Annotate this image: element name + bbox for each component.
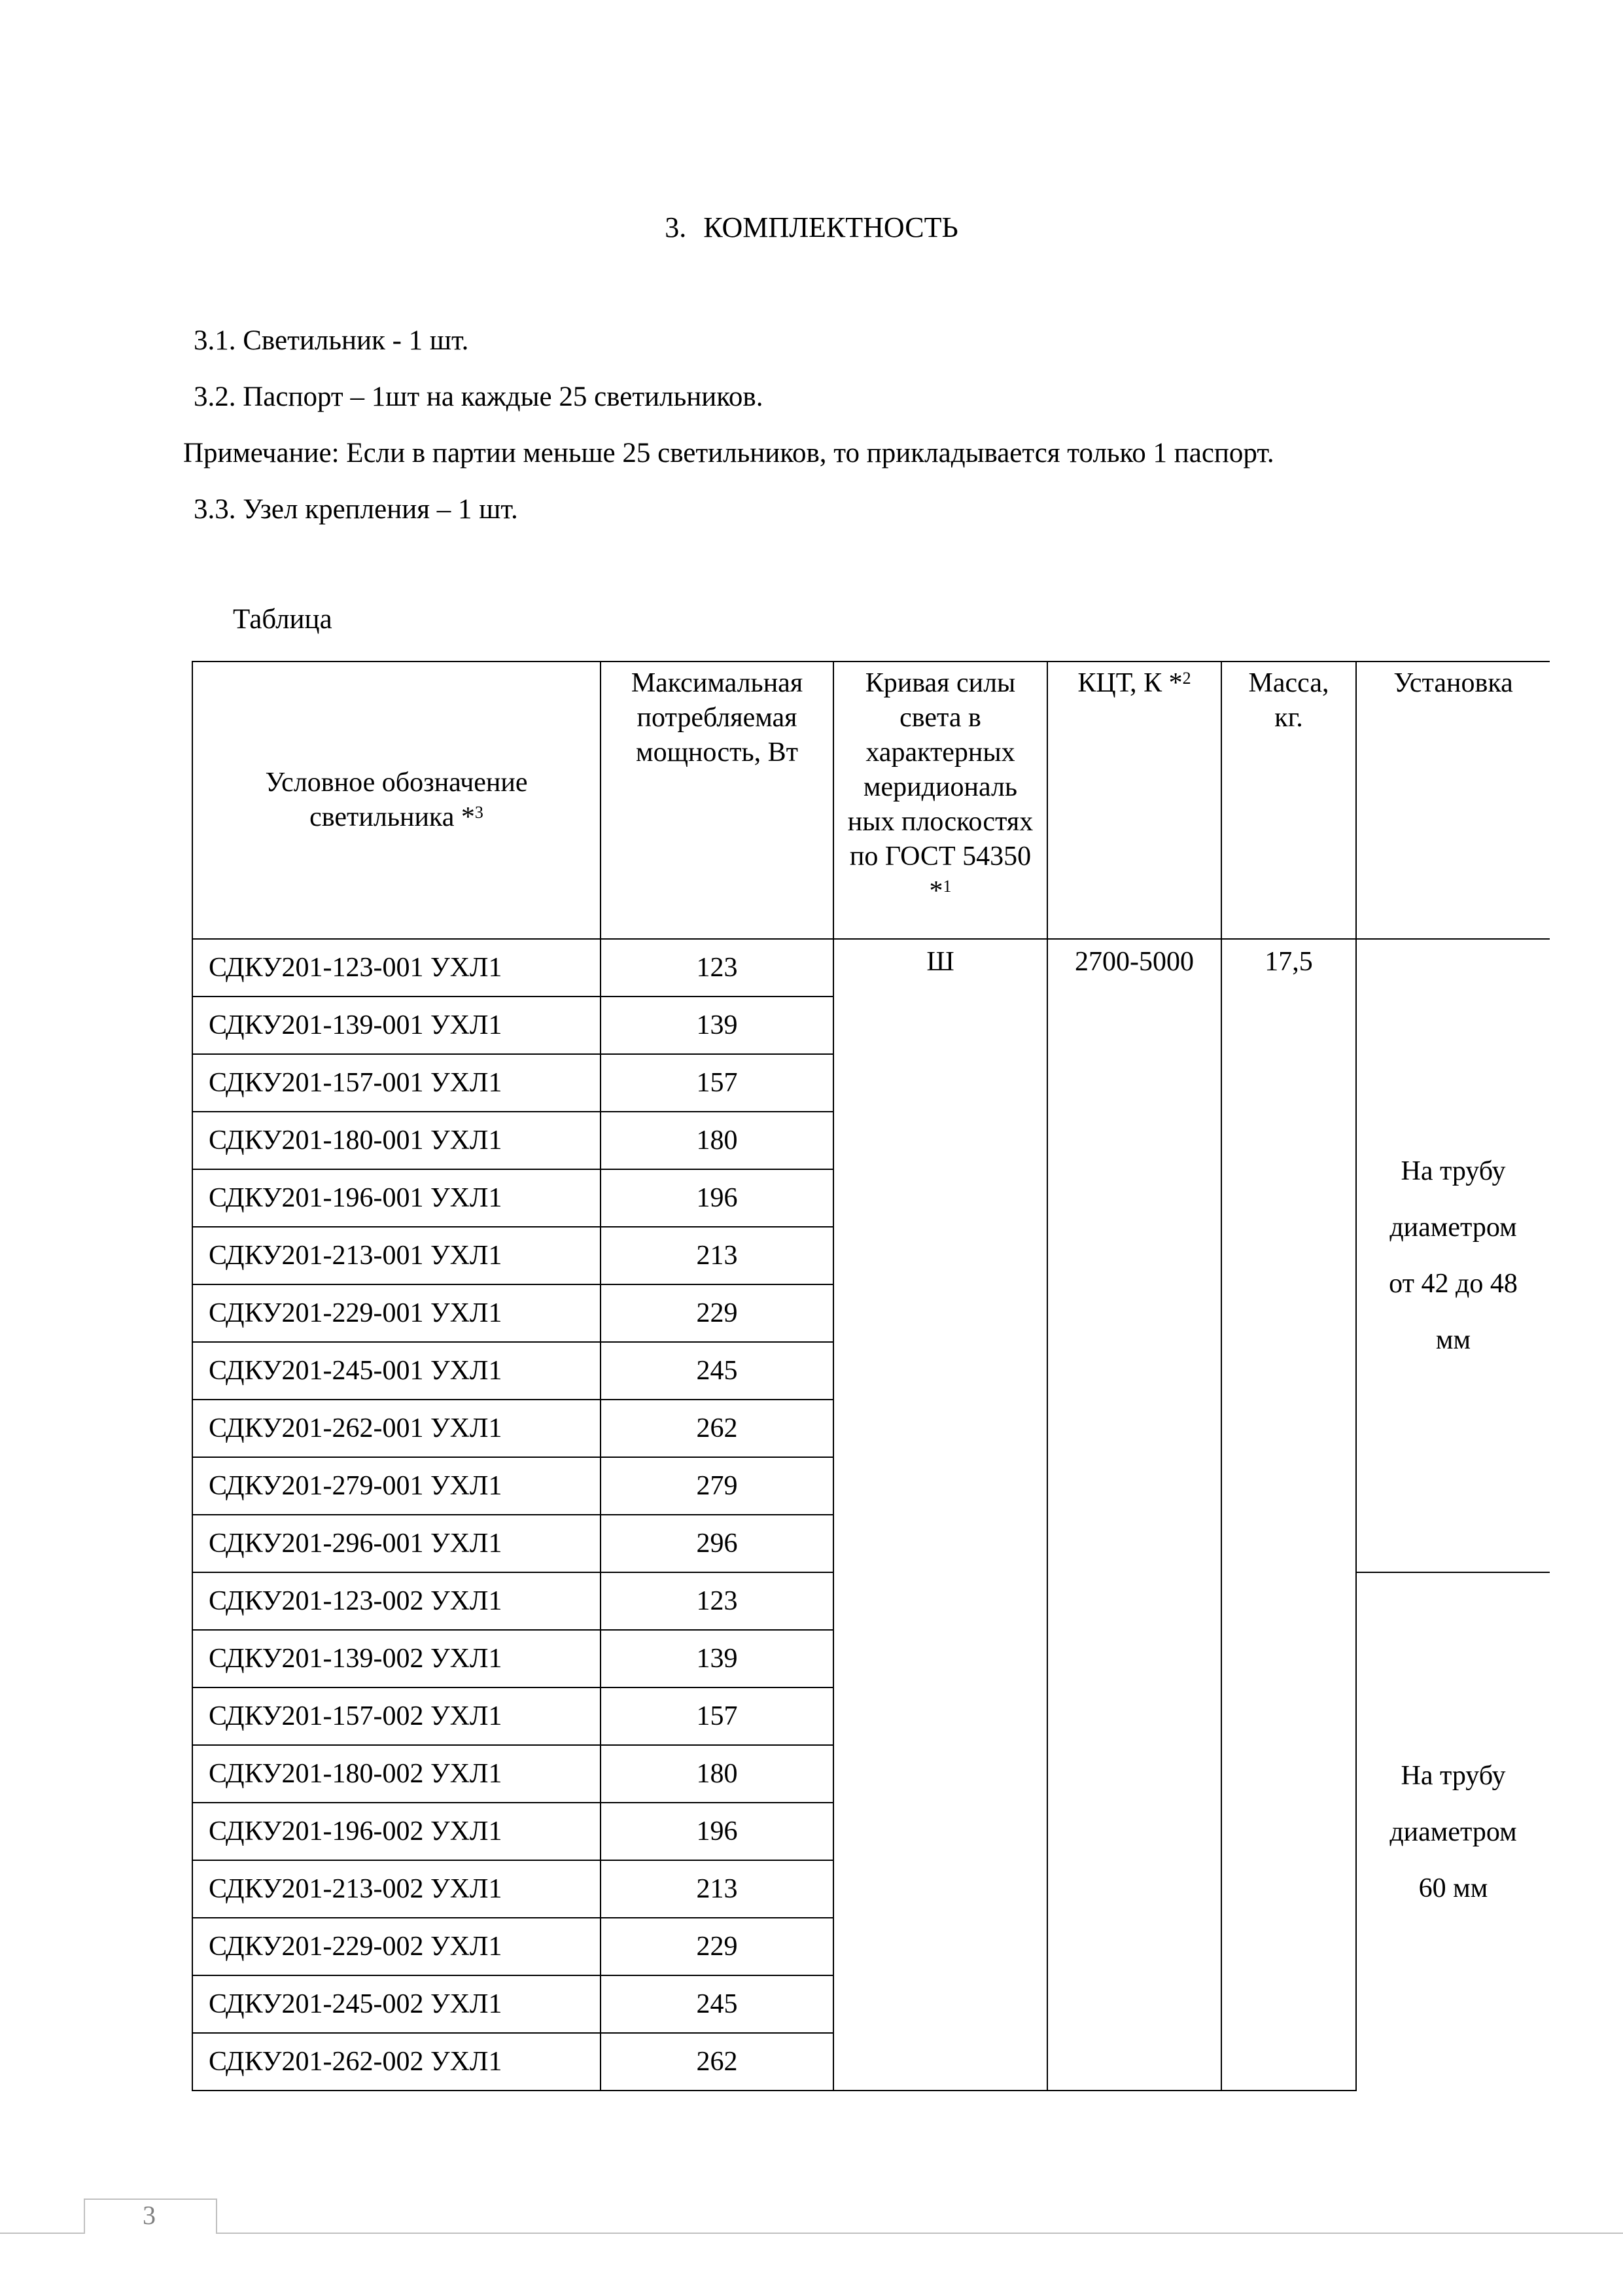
row-name: СДКУ201-213-001 УХЛ1 bbox=[192, 1227, 601, 1284]
row-name: СДКУ201-262-001 УХЛ1 bbox=[192, 1400, 601, 1457]
row-power: 196 bbox=[601, 1169, 833, 1227]
row-name: СДКУ201-213-002 УХЛ1 bbox=[192, 1860, 601, 1918]
row-power: 123 bbox=[601, 939, 833, 997]
row-power: 262 bbox=[601, 1400, 833, 1457]
row-name: СДКУ201-180-001 УХЛ1 bbox=[192, 1112, 601, 1169]
spec-table bbox=[192, 661, 1550, 2091]
row-power: 229 bbox=[601, 1284, 833, 1342]
row-name: СДКУ201-139-001 УХЛ1 bbox=[192, 997, 601, 1054]
row-power: 139 bbox=[601, 997, 833, 1054]
header-power: Максимальная потребляемая мощность, Вт bbox=[601, 662, 833, 939]
row-power: 245 bbox=[601, 1342, 833, 1400]
row-name: СДКУ201-196-002 УХЛ1 bbox=[192, 1803, 601, 1860]
table-header-row bbox=[192, 662, 1550, 939]
row-power: 245 bbox=[601, 1975, 833, 2033]
row-name: СДКУ201-196-001 УХЛ1 bbox=[192, 1169, 601, 1227]
row-name: СДКУ201-139-002 УХЛ1 bbox=[192, 1630, 601, 1687]
section-number: 3. bbox=[665, 211, 687, 243]
list-item: 3.2. Паспорт – 1шт на каждые 25 светильников. bbox=[194, 381, 763, 412]
cct-value: 2700-5000 bbox=[1047, 939, 1221, 2091]
note-text: Примечание: Если в партии меньше 25 светильников, то прикладывается только 1 паспорт. bbox=[183, 438, 1274, 468]
row-power: 279 bbox=[601, 1457, 833, 1515]
install-group-2: На трубу диаметром 60 мм bbox=[1356, 1572, 1550, 2091]
row-name: СДКУ201-157-001 УХЛ1 bbox=[192, 1054, 601, 1112]
header-cct: КЦТ, К *$^2$ bbox=[1047, 662, 1221, 939]
row-name: СДКУ201-123-002 УХЛ1 bbox=[192, 1572, 601, 1630]
row-name: СДКУ201-180-002 УХЛ1 bbox=[192, 1745, 601, 1803]
row-power: 139 bbox=[601, 1630, 833, 1687]
header-install: Установка bbox=[1356, 662, 1550, 939]
row-power: 123 bbox=[601, 1572, 833, 1630]
row-power: 157 bbox=[601, 1054, 833, 1112]
install-group-1: На трубу диаметром от 42 до 48 мм bbox=[1356, 939, 1550, 1572]
row-power: 180 bbox=[601, 1745, 833, 1803]
row-power: 229 bbox=[601, 1918, 833, 1975]
list-item: 3.1. Светильник - 1 шт. bbox=[194, 325, 469, 356]
row-name: СДКУ201-245-002 УХЛ1 bbox=[192, 1975, 601, 2033]
row-name: СДКУ201-296-001 УХЛ1 bbox=[192, 1515, 601, 1572]
header-mass: Масса, кг. bbox=[1221, 662, 1356, 939]
row-power: 213 bbox=[601, 1860, 833, 1918]
page-number: 3 bbox=[143, 2200, 156, 2230]
table-caption: Таблица bbox=[233, 604, 332, 635]
row-power: 262 bbox=[601, 2033, 833, 2091]
section-title: КОМПЛЕКТНОСТЬ bbox=[703, 211, 958, 243]
header-curve: Кривая силы света в характерных меридиональ ных плоскостях по ГОСТ 54350 *$^1$ bbox=[833, 662, 1047, 939]
row-name: СДКУ201-229-001 УХЛ1 bbox=[192, 1284, 601, 1342]
row-power: 196 bbox=[601, 1803, 833, 1860]
list-item: 3.3. Узел крепления – 1 шт. bbox=[194, 494, 518, 525]
curve-value: Ш bbox=[833, 939, 1047, 2091]
row-power: 157 bbox=[601, 1687, 833, 1745]
footer-divider bbox=[0, 2233, 1623, 2234]
section-heading bbox=[0, 211, 1623, 244]
row-name: СДКУ201-123-001 УХЛ1 bbox=[192, 939, 601, 997]
row-name: СДКУ201-157-002 УХЛ1 bbox=[192, 1687, 601, 1745]
table-row bbox=[192, 939, 1550, 997]
row-name: СДКУ201-245-001 УХЛ1 bbox=[192, 1342, 601, 1400]
row-power: 213 bbox=[601, 1227, 833, 1284]
mass-value: 17,5 bbox=[1221, 939, 1356, 2091]
header-name: Условное обозначение светильника *$^3$ bbox=[192, 662, 601, 939]
row-name: СДКУ201-262-002 УХЛ1 bbox=[192, 2033, 601, 2091]
row-power: 180 bbox=[601, 1112, 833, 1169]
row-name: СДКУ201-279-001 УХЛ1 bbox=[192, 1457, 601, 1515]
row-name: СДКУ201-229-002 УХЛ1 bbox=[192, 1918, 601, 1975]
row-power: 296 bbox=[601, 1515, 833, 1572]
